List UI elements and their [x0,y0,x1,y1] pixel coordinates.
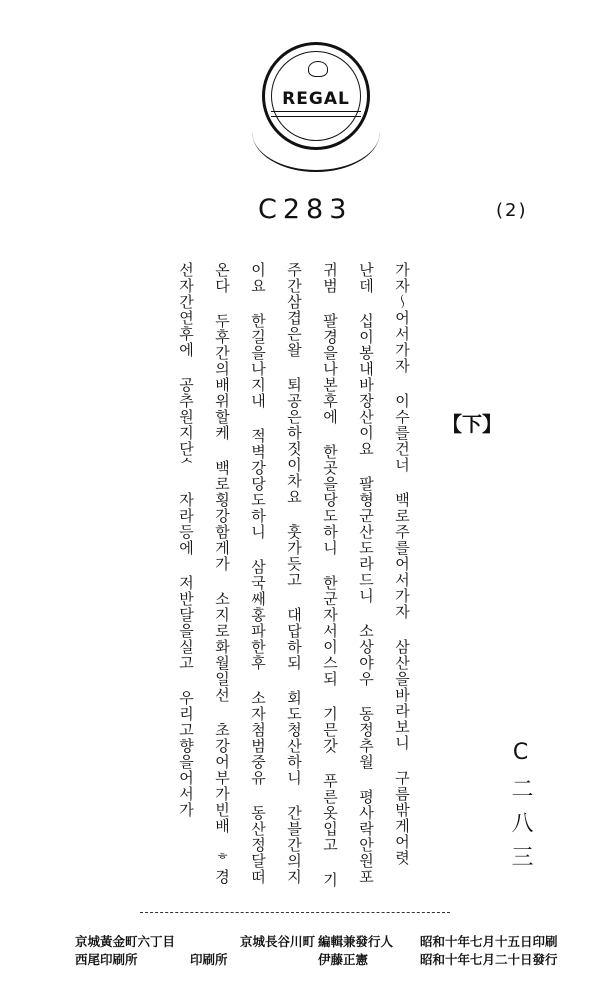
logo-emblem-icon [308,61,328,77]
publish-date: 昭和十年七月二十日發行 [420,952,558,967]
lyric-line-7: 선자간연후에 공추원지단ᄉ 자라등에 저반달을실고 우리고향을어서가 [177,262,195,818]
part-label: 【下】 [442,412,502,436]
vertical-catalog-number: C二八三 [508,740,533,879]
catalog-number: C283 [258,194,353,225]
divider [140,912,450,919]
printer-label: 印刷所 [190,952,228,967]
lyric-line-1: 가자〜어서가자 이수를건너 백로주를어서가자 삼산을바라보니 구름밖게어렷 [393,262,411,866]
lyric-line-4: 주간삼겹은왈 퇴공은하짓이차요 훗가듯고 대답하되 회도청산하니 간블간의지 [285,262,303,885]
lyric-line-6: 온다 두후간의배위할케 백로횡강함게가 소지로화월일선 초강어부가빈배 ᄒ경 [213,262,231,885]
logo-name: REGAL [282,89,350,109]
lyric-line-5: 이요 한길을나지내 적벽강당도하니 삼국쌔홍파한후 소자첨범중유 동산정달떠 [249,262,267,885]
printer-name: 西尾印刷所 [75,952,138,967]
lyric-line-3: 귀범 팔경을나본후에 한곳을당도하니 한군자서이스되 기믄갓 푸른옷입고 기 [321,262,339,888]
print-date: 昭和十年七月十五日印刷 [420,934,558,949]
side-number: (2) [496,200,528,221]
lyric-line-2: 난데 십이봉내바장산이요 팔형군산도라드니 소상야우 동정추월 평사락안원포 [357,262,375,885]
printer-address: 京城黃金町六丁目 [75,934,176,949]
publisher-address: 京城長谷川町 [240,934,316,949]
regal-logo [262,42,370,150]
editor-label: 編輯兼發行人 [318,934,394,949]
editor-name: 伊藤正憲 [318,952,369,967]
logo-band [271,111,361,117]
